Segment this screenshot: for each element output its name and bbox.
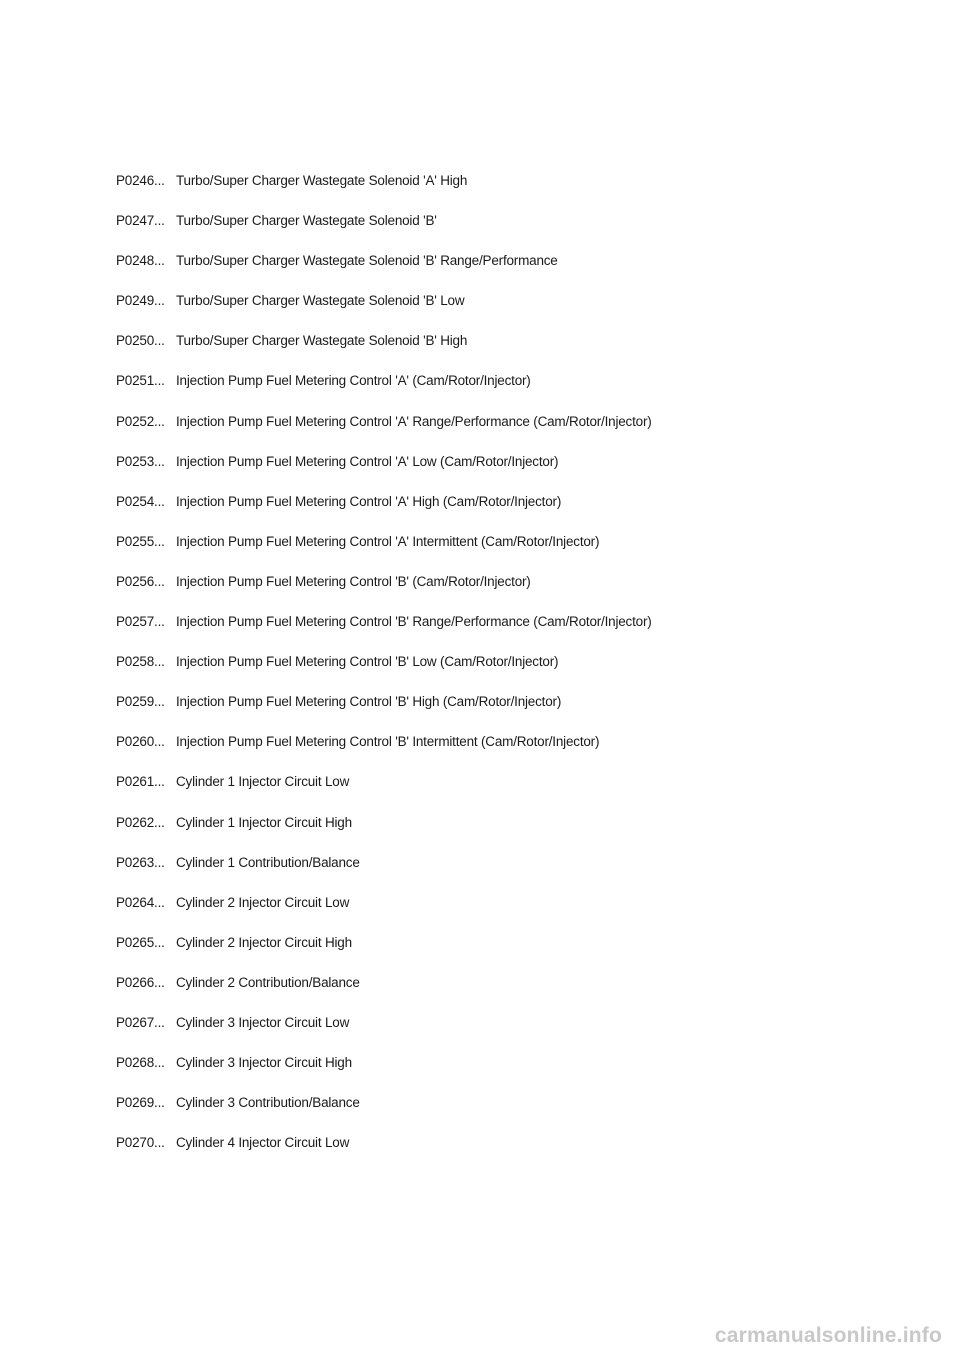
dtc-description: Turbo/Super Charger Wastegate Solenoid 'A' High — [176, 173, 468, 188]
dtc-entry — [116, 652, 916, 692]
dtc-entry — [116, 893, 916, 933]
dtc-description: Injection Pump Fuel Metering Control 'B' Range/Performance (Cam/Rotor/Injector) — [176, 614, 652, 630]
dtc-description: Turbo/Super Charger Wastegate Solenoid 'B' High — [176, 333, 468, 349]
dtc-entry — [116, 171, 916, 211]
dtc-entry — [116, 732, 916, 772]
dtc-code: P0251... — [116, 373, 165, 389]
dtc-description: Injection Pump Fuel Metering Control 'B' Low (Cam/Rotor/Injector) — [176, 654, 559, 670]
dtc-entry — [116, 1053, 916, 1093]
dtc-code: P0267... — [116, 1014, 165, 1030]
dtc-entry — [116, 532, 916, 572]
dtc-description: Cylinder 2 Contribution/Balance — [176, 974, 360, 990]
dtc-code: P0260... — [116, 734, 165, 750]
dtc-description: Turbo/Super Charger Wastegate Solenoid 'B' Low — [176, 293, 465, 309]
dtc-code: P0254... — [116, 493, 165, 509]
dtc-entry — [116, 692, 916, 732]
dtc-code: P0246... — [116, 173, 165, 188]
dtc-code: P0261... — [116, 774, 165, 790]
dtc-entry — [116, 211, 916, 251]
dtc-description: Cylinder 1 Contribution/Balance — [176, 854, 360, 870]
dtc-description: Cylinder 3 Injector Circuit Low — [176, 1014, 350, 1030]
dtc-entry — [116, 772, 916, 812]
dtc-code: P0266... — [116, 974, 165, 990]
dtc-code: P0268... — [116, 1055, 165, 1071]
dtc-description: Cylinder 4 Injector Circuit Low — [176, 1135, 350, 1151]
dtc-code: P0252... — [116, 413, 165, 429]
dtc-description: Cylinder 2 Injector Circuit High — [176, 934, 352, 950]
dtc-entry — [116, 933, 916, 973]
dtc-description: Injection Pump Fuel Metering Control 'A' Intermittent (Cam/Rotor/Injector) — [176, 533, 600, 549]
dtc-entry — [116, 291, 916, 331]
dtc-code-list — [116, 171, 916, 1173]
dtc-code: P0250... — [116, 333, 165, 349]
dtc-code: P0262... — [116, 814, 165, 830]
dtc-entry — [116, 1013, 916, 1053]
dtc-code: P0265... — [116, 934, 165, 950]
dtc-entry — [116, 1133, 916, 1173]
dtc-entry — [116, 572, 916, 612]
dtc-description: Cylinder 2 Injector Circuit Low — [176, 894, 350, 910]
dtc-entry — [116, 853, 916, 893]
dtc-description: Injection Pump Fuel Metering Control 'A' High (Cam/Rotor/Injector) — [176, 493, 562, 509]
dtc-entry — [116, 452, 916, 492]
dtc-description: Turbo/Super Charger Wastegate Solenoid 'B' — [176, 213, 437, 229]
dtc-code: P0255... — [116, 533, 165, 549]
dtc-entry — [116, 251, 916, 291]
dtc-description: Cylinder 1 Injector Circuit High — [176, 814, 352, 830]
dtc-code: P0269... — [116, 1095, 165, 1111]
dtc-description: Cylinder 3 Contribution/Balance — [176, 1095, 360, 1111]
dtc-entry — [116, 412, 916, 452]
dtc-code: P0264... — [116, 894, 165, 910]
dtc-entry — [116, 492, 916, 532]
dtc-description: Injection Pump Fuel Metering Control 'A' Range/Performance (Cam/Rotor/Injector) — [176, 413, 652, 429]
dtc-description: Injection Pump Fuel Metering Control 'B' High (Cam/Rotor/Injector) — [176, 694, 562, 710]
dtc-code: P0258... — [116, 654, 165, 670]
dtc-code: P0259... — [116, 694, 165, 710]
dtc-description: Injection Pump Fuel Metering Control 'B' (Cam/Rotor/Injector) — [176, 573, 531, 589]
dtc-description: Cylinder 1 Injector Circuit Low — [176, 774, 350, 790]
dtc-entry — [116, 371, 916, 411]
dtc-code: P0248... — [116, 253, 165, 269]
dtc-description: Injection Pump Fuel Metering Control 'B' Intermittent (Cam/Rotor/Injector) — [176, 734, 600, 750]
dtc-code: P0270... — [116, 1135, 165, 1151]
dtc-entry — [116, 813, 916, 853]
dtc-entry — [116, 973, 916, 1013]
dtc-code: P0263... — [116, 854, 165, 870]
dtc-description: Injection Pump Fuel Metering Control 'A' (Cam/Rotor/Injector) — [176, 373, 531, 389]
dtc-code: P0253... — [116, 453, 165, 469]
dtc-code: P0247... — [116, 213, 165, 229]
dtc-entry — [116, 1093, 916, 1133]
dtc-description: Injection Pump Fuel Metering Control 'A' Low (Cam/Rotor/Injector) — [176, 453, 559, 469]
dtc-code: P0249... — [116, 293, 165, 309]
dtc-description: Cylinder 3 Injector Circuit High — [176, 1055, 352, 1071]
dtc-code: P0256... — [116, 573, 165, 589]
dtc-entry — [116, 612, 916, 652]
dtc-code: P0257... — [116, 614, 165, 630]
dtc-entry — [116, 331, 916, 371]
dtc-description: Turbo/Super Charger Wastegate Solenoid 'B' Range/Performance — [176, 253, 558, 269]
site-watermark: carmanualsonline.info — [714, 1324, 942, 1347]
